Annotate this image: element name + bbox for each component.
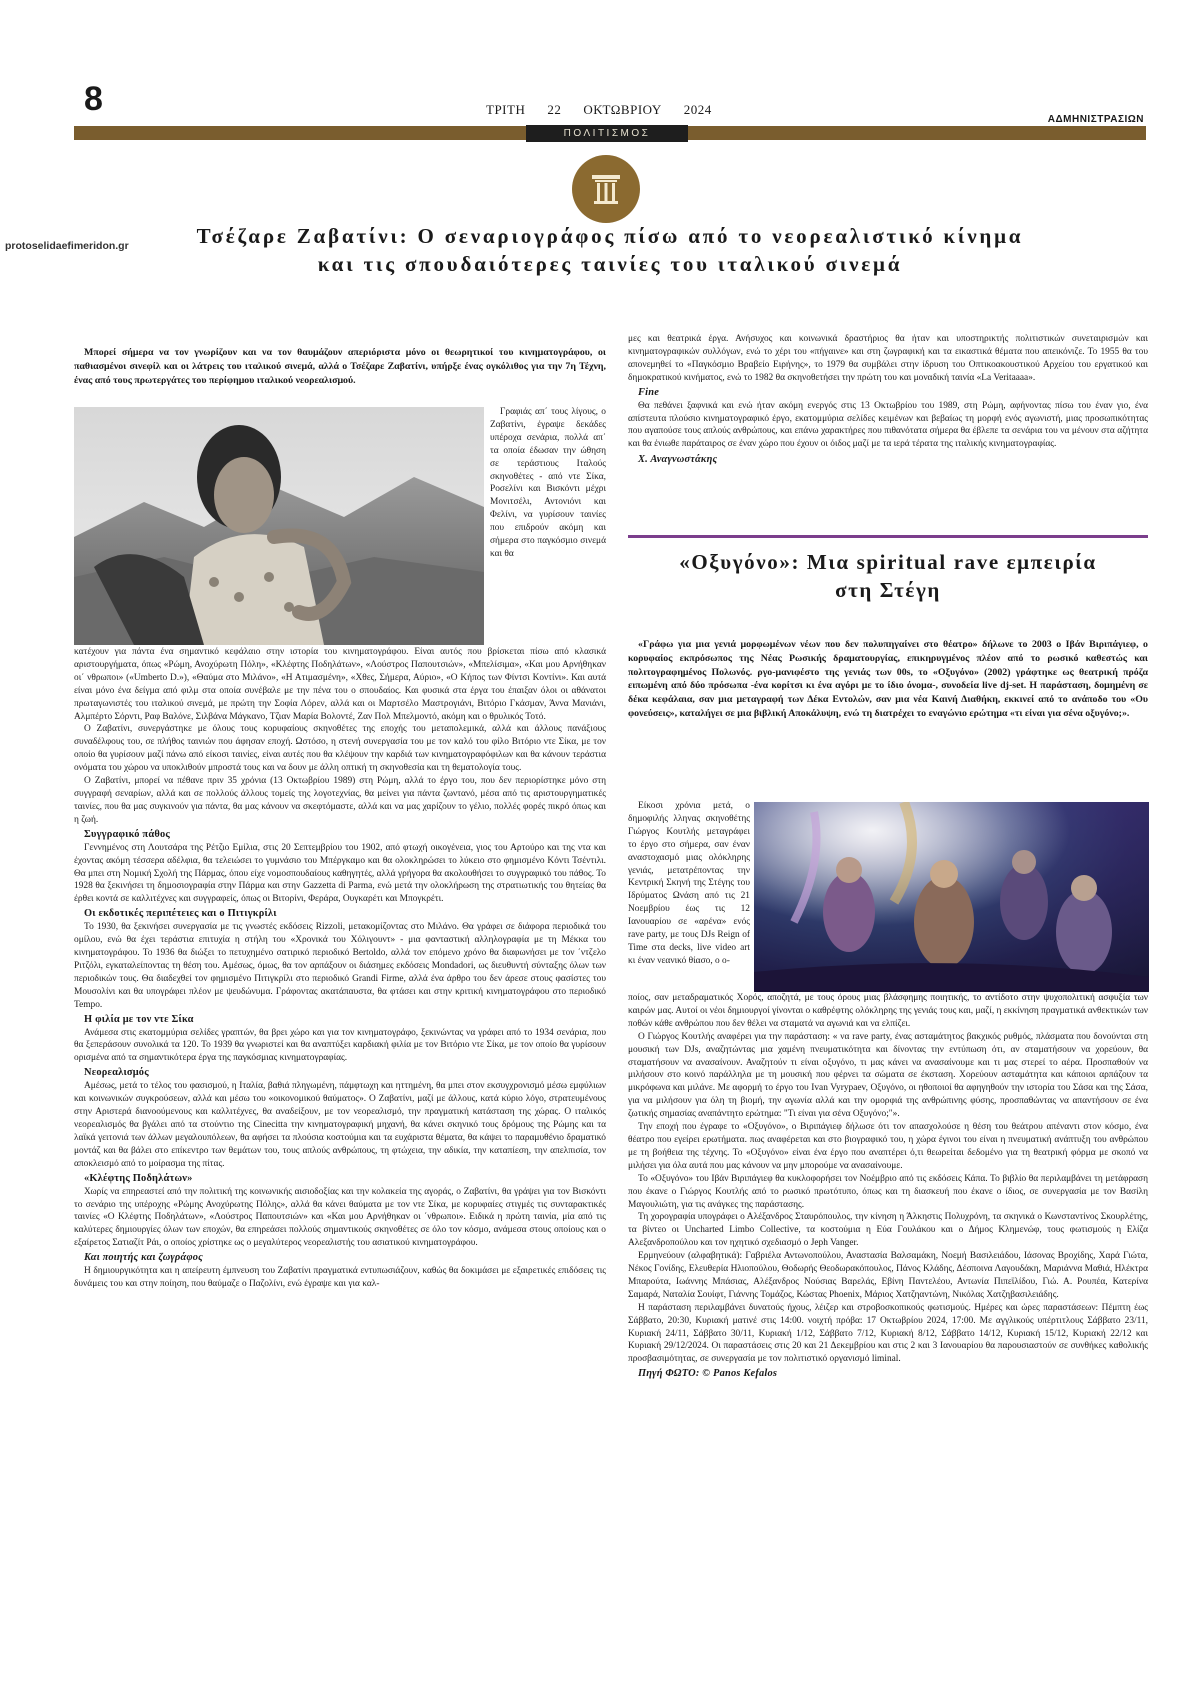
source-watermark: protoselidaefimeridon.gr	[5, 240, 129, 252]
article-2-body-beside-photo: Είκοσι χρόνια μετά, ο δημοφιλής λληνας σκηνοθέτης Γιώργος Κουτλής μεταγράφει το έργο στο σήμερα, σαν έναν αναστοχασμό μιας ολόκληρης γενιάς, μετατρέποντας την Κεντρική Σκηνή της Στέγης του Ιδρύματος Ωνάση από τις 21 Νοεμβρίου έως τις 12 Ιανουαρίου σε «αρένα» ενός rave party, με τους DJs Reign of Time στα decks, live video art κι έναν νεανικό θίασο, ο ο-	[628, 801, 750, 966]
subheading: Η φιλία με τον ντε Σίκα	[84, 1013, 194, 1025]
article-photo-2	[754, 802, 1149, 992]
subheading: «Κλέφτης Ποδηλάτων»	[84, 1172, 193, 1184]
article-photo	[74, 407, 484, 645]
issue-month: ΟΚΤΩΒΡΙΟΥ	[583, 102, 662, 117]
article-body: κατέχουν για πάντα ένα σημαντικό κεφάλαιο στην ιστορία του κινηματογράφου. Είναι αυτός που βρίσκεται πίσω από κλασικά αριστουργήματα, όπως «Ρώμη, Ανοχύρωτη Πόλη», «Κλέφτης Ποδηλάτων», «Λούστρος Παπουτσιών», «Μπελίσιμα», «Και μου Αρνήθηκαν οι΄ νθρωποι» («Umberto D.»), «Θαύμα στο Μιλάνο», «Η Ατιμασμένη», «Χθες, Σήμερα, Αύριο», «Ο Κήπος των Φίντσι Κοντίνι». Και αυτά είναι μόνο ένα δείγμα από φιλμ στα οποία συνέβαλε με την πένα του ο σπουδαίος. Και φυσικά στα έργα του έπαιξαν όλοι οι αθάνατοι πρωταγωνιστές του ιταλικού σινεμά, με πρώτη την Σοφία Λόρεν, αλλά και οι Μαρτσέλο Μαστρογιάνι, Βιτόριο Γκάσμαν, Άννα Μανιάνι, Αλμπέρτο Σόρντι, Ραφ Βαλόνε, Σιλβάνα Μάγκανο, Τζιαν Μαρία Βολοντέ, Ζαν Πολ Μπελμοντό, ακόμη και ο θρυλικός Τοτό. Ο Ζαβατίνι, συνεργάστηκε με όλους τους κορυφαίους σκηνοθέτες της εποχής του μεταπολεμικά, αλλά και άλλους πανάξιους συναδέλφους του, σε πλήθος ταινιών που άφησαν εποχή. Ωστόσο, η στενή συνεργασία του με τον καλό του φίλο Βιτόριο ντε Σίκα, με τον οποίο θα γυρίσουν μαζί πάνω από είκοσι ταινίες, είναι αυτές που θα κλέψουν την καρδιά των κινηματογραφόφιλων και θα κάνουν τεράστια ονόματα του χώρου να υποκλιθούν μπροστά τους και να δουν με άλλη οπτική τη σκηνοθεσία και τη θεματολογία τους. Ο Ζαβατίνι, μπορεί να πέθανε πριν 35 χρόνια (13 Οκτωβρίου 1989) στη Ρώμη, αλλά το έργο του, που δεν περιορίστηκε μόνο στη συγγραφή σεναρίων, αλλά και σε πολλούς άλλους τομείς της λογοτεχνίας, θα μείνει για πάντα ζωντανό, μέσα από τις αριστουργηματικές ταινίες, που θα μας συγκινούν για πάντα, θα μας κάνουν να σκεφτόμαστε, αλλά και να μας χαρίζουν το γέλιο, πολλές φορές πικρό όπως και η ζωή. Συγγραφικό πάθος Γεννημένος στη Λουτσάρα της Ρέτζιο Εμίλια, στις 20 Σεπτεμβρίου του 1902, από φτωχή οικογένεια, γιος του Αρτούρο και της ντα και έχοντας ακόμη τέσσερα αδέλφια, θα τελειώσει το γυμνάσιο του Μπέργκαμο και θα ολοκληρώσει το λύκειο στο φημισμένο Κόντι Τσέντιλι. Θα μπει στη Νομική Σχολή της Πάρμας, όπου είχε νομοσπουδαίους καθηγητές, αλλά γρήγορα θα ακολουθήσει το συγγραφικό του πάθος. Το 1928 θα ξεκινήσει τη δημοσιογραφία στην Πάρμα και στην Gazzetta di Parma, ενώ μετά την ολοκλήρωση της στρατιωτικής του θητείας θα έρθει κοντά σε καλλιτέχνες και συγγραφείς, όπως οι Βιτορίνι, Φεράρα, Ουγκαρέτι και Μπογκρέτι. Οι εκδοτικές περιπέτειες και ο Πιτιγκρίλι Το 1930, θα ξεκινήσει συνεργασία με τις γνωστές εκδόσεις Rizzoli, μετακομίζοντας στο Μιλάνο. Θα γράφει σε διάφορα περιοδικά του ομίλου, ενώ θα έχει τεράστια επιτυχία η στήλη του «Χρονικά του Χόλιγουντ» - μια φανταστική αλληλογραφία με τη Μέκκα του κινηματογράφου. Το 1936 θα διώξει το πετυχημένο σατιρικό περιοδικό Bertoldo, αλλά τον επόμενο χρόνο θα διαφωνήσει με τον ΄ντζελο Ριτζόλι, εγκαταλείποντας τη θέση του. Αμέσως, όμως, θα τον αρπάξουν οι διάσημες εκδόσεις Mondadori, ως διευθυντή σύνταξης όλων των περιοδικών τους. Θα διαδεχθεί τον φημισμένο Πιτιγκρίλι στο περιοδικό Grandi Firme, αλλά ένα άρθρο του δεν άρεσε στους φασίστες του Μουσολίνι και θα υπογράφει πλέον με ψευδώνυμα. Γράφοντας ακατάπαυστα, θα φτάσει και στην κριτική κινηματογράφου στο περιοδικό Tempo. Η φιλία με τον ντε Σίκα Ανάμεσα στις εκατομμύρια σελίδες γραπτών, θα βρει χώρο και για τον κινηματογράφο, ξεκινώντας να γράφει από το 1934 σενάρια, που θα ξεπεράσουν συνολικά τα 120. Το 1939 θα γνωριστεί και θα αναπτύξει καρδιακή φιλία με τον Βιτόριο ντε Σίκα, με τον οποίο θα γυρίσουν ορισμένα από τα σημαντικότερα έργα της παγκόσμιας κινηματογραφίας. Νεορεαλισμός Αμέσως, μετά το τέλος του φασισμού, η Ιταλία, βαθιά πληγωμένη, πάμφτωχη και ηττημένη, θα μπει στον εκσυγχρονισμό μέσω εμφύλιων και κοινωνικών συγκρούσεων, αλλά και μέσω του «οικονομικού θαύματος». Ο Ζαβατίνι, μαζί με άλλους, κατά κύριο λόγο, στρατευμένους στην Αριστερά διανοούμενους και καλλιτέχνες, θα αναδείξουν, με τον νεορεαλισμό, την πραγματική κατάσταση της χώρας. Ο ιταλικός νεορεαλισμός θα βγάλει από τα στούντιο της Cinecitta την κινηματογραφική μηχανή, θα κάνει σκηνικό τους δρόμους της Ρώμης και τα λαϊκά γειτονιά των άλλων μεγαλουπόλεων, θα αφήσει τα πλούσια κοστούμια και τα ευχάριστα θέματα, θα κάψει το παραμυθένιο δραματικό μοντάζ και θα βάλει στο επίκεντρο των θεμάτων του, τους απλούς ανθρώπους, τη φτώχεια, την αδικία, την καταπίεση, την απελπισία, τον αποκλεισμό από το μοίρασμα της πίτας. «Κλέφτης Ποδηλάτων» Χωρίς να επηρεαστεί από την πολιτική της κοινωνικής αισιοδοξίας και την κολακεία της αγοράς, ο Ζαβατίνι, θα γράψει για τον Βισκόντι το σενάριο της υπέροχης «Ρώμης Ανοχύρωτης Πόλης», αλλά θα κάνει θαύματα με τον ντε Σίκα, με κορυφαίες στιγμές τις συνταρακτικές ταινίες «Ο Κλέφτης Ποδηλάτων», «Λούστρος Παπουτσιών» και «Και μου Αρνήθηκαν οι ΄νθρωποι». Ειδικά η πρώτη ταινία, μία από τις καλύτερες δημιουργίες όλων των εποχών, θα επηρεάσει πολλούς σημαντικούς σκηνοθέτες σε όλο τον κόσμο, ανάμεσα στους οποίους και ο εξαίρετος Σατιαζίτ Ράι, ο οποίος χρίστηκε ως ο μεγαλύτερος νεορεαλιστής του ασιατικού κινηματογράφου. Και ποιητής και ζωγράφος Η δημιουργικότητα και η απείρευτη έμπνευση του Ζαβατίνι πραγματικά εντυπωσιάζουν, καθώς θα δοκιμάσει με εξαιρετικές επιδόσεις τις δυνάμεις του και στην ποίηση, που θαύμαζε ο Παζολίνι, ενώ έγραψε και για καλ-	[74, 647, 606, 1290]
section-label: ΠΟΛΙΤΙΣΜΟΣ	[526, 125, 688, 142]
paper-name: ΑΔΜΗΝΙΣΤΡΑΣΙΩΝ	[1047, 114, 1144, 125]
subheading: Και ποιητής και ζωγράφος	[84, 1252, 203, 1264]
subheading: Συγγραφικό πάθος	[84, 828, 170, 840]
page-number: 8	[84, 80, 102, 118]
article-2-body: ποίος, σαν μεταδραματικός Χορός, αποζητά, με τους όρους μιας βλάσφημης ποιητικής, το αντίδοτο στην ψυχοπολιτική ασφυξία των καιρών μας. Αυτοί οι νέοι δημιουργοί γίνονται ο καθρέφτης ολόκληρης της γενιάς τους και, μαζί, η εκκίνηση πραγματικά ανθεκτικών των ποθών κάθε ανθρώπου που δεν θέλει να σταματά να αγωνιά και να ελπίζει. Ο Γιώργος Κουτλής αναφέρει για την παράσταση: « να rave party, ένας ασταμάτητος βακχικός ρυθμός, πλάσματα που δονούνται στη μουσική των DJs, αναζητώντας μια χαμένη πνευματικότητα και δίνοντας την εντύπωση ότι, αν σταματήσουν να χορεύουν, θα σταματήσουν να ανασαίνουν. Αναζητούν τι είναι οξυγόνο, τι μας κάνει να ανασαίνουμε και τι μας στερεί το αέρα. Προσπαθούν να μιλήσουν στο κοινό παράλληλα με τη μουσική που φέρνει τα σώματα σε έκσταση. Χορεύουν ασταμάτητα και κάποιοι αρπάζουν τα μικρόφωνα και μιλάνε. Με αφορμή το έργο του Ivan Vyrypaev, Οξυγόνο, οι ηθοποιοί θα αφηγηθούν την ιστορία του Σάσα και της Σάσα, για να μιλήσουν για όλη τη βιομή, την αγωνία αλλά και την ομορφιά της ανθρώπινης φύσης, προσπαθώντας να απαντήσουν σε ένα ζωτικής σημασίας αναπάντητο ερώτημα: "Τι είναι για σένα Οξυγόνο;"». Την εποχή που έγραφε το «Οξυγόνο», ο Βιριπάγιεφ δήλωσε ότι τον απασχολούσε η θέση του θεάτρου απέναντι στον κόσμο, ένα θέατρο που εγείρει ερωτήματα. πως αναφέρεται και στο βιογραφικό του, η χώρα έγινοι του είναι η πνευματική ανάπτυξη του ανθρώπου με τη βοήθεια της τέχνης. Το «Οξυγόνο» είναι ένα έργο που αναπτέρει ό,τι θεωρείται δεδομένο για τη θεατρική φόρμα με σκοπό να μιλήσει για όλα αυτά που μας κάνουν να μην μπορούμε να ανασαίνουμε. Το «Οξυγόνο» του Ιβάν Βιριπάγιεφ θα κυκλοφορήσει τον Νοέμβριο από τις εκδόσεις Κάπα. Το βιβλίο θα περιλαμβάνει τη μετάφραση που έκανε ο Γιώργος Κουτλής από το ρωσικό πρωτότυπο, όπως και τη διασκευή που έκανε ο ίδιος, σε συνεργασία με τον Βασίλη Μαγουλιώτη, για τις ανάγκες της παράστασης. Τη χορογραφία υπογράφει ο Αλέξανδρος Σταυρόπουλος, την κίνηση η Άλκηστις Πολυχρόνη, τα σκηνικά ο Κωνσταντίνος Σκουρλέτης, τα βίντεο οι Uncharted Limbo Collective, τα κοστούμια η Εύα Γουλάκου και ο Δήμος Κλημενώφ, τους φωτισμούς η Ελίζα Αλεξανδροπούλου και τον ηχητικό σχεδιασμό ο Jeph Vanger. Ερμηνεύουν (αλφαβητικά): Γαβριέλα Αντωνοπούλου, Αναστασία Βαλσαμάκη, Νοεμή Βασιλειάδου, Ιάσονας Βροχίδης, Χαρά Γιώτα, Νέκος Γονίδης, Ελευθερία Ηλιοπούλου, Θοδωρής Θεοδωρακόπουλος, Πάνος Κλάδης, Δέσποινα Λαγουδάκη, Μαριάννα Μαθιά, Ηλέκτρα Μπαρούτα, Ιωάννης Μπάσιας, Αλέξανδρος Νούσιας Βαρελάς, Εβίνη Παντελέου, Αντωνία Πιπεϊλίδου, Γιώ. Α. Ρουπέα, Κατερίνα Σαμαρά, Ναταλία Σουίφτ, Γιάννης Τομάζος, Κώστας Phoenix, Μάριος Χατζηαντώνη, Νικόλας Χατζηβασιλειάδης. Η παράσταση περιλαμβάνει δυνατούς ήχους, λέιζερ και στροβοσκοπικούς φωτισμούς. Ημέρες και ώρες παραστάσεων: Πέμπτη έως Σάββατο, 20:30, Κυριακή ματινέ στις 14:00. νοιχτή πρόβα: 17 Οκτωβρίου 2024, 17:00. Με αγγλικούς υπέρτιτλους Σάββατο 23/11, Κυριακή 24/11, Σάββατο 30/11, Κυριακή 1/12, Σάββατο 7/12, Κυριακή 8/12, Σάββατο 14/12, Κυριακή 15/12, Κυριακή 22/12 και Κυριακή 29/12/2024. Οι παραστάσεις στις 20 και 21 Δεκεμβρίου και στις 2 και 3 Ιανουαρίου θα παρουσιαστούν σε συνθήκες καθολικής προσβασιμότητας, σε συνεργασία με τον πολιτιστικό οργανισμό liminal. Πηγή ΦΩΤΟ: © Panos Kefalos	[628, 993, 1148, 1380]
subheading: Νεορεαλισμός	[84, 1067, 149, 1079]
issue-day: ΤΡΙΤΗ	[486, 102, 526, 117]
article-lead: Μπορεί σήμερα να τον γνωρίζουν και να τον θαυμάζουν απεριόριστα μόνο οι θεωρητικοί του κινηματογράφου, οι παθιασμένοι σινεφίλ και οι λάτρεις του ιταλικού σινεμά, αλλά ο Τσέζαρε Ζαβατίνι, υπήρξε ένας ογκόλιθος για την 7η Τέχνη, ένας από τους πρωτεργάτες του περίφημου ιταλικού νεορεαλισμού.	[74, 347, 606, 386]
article-body-beside-photo: Γραφιάς απ΄ τους λίγους, ο Ζαβατίνι, έγραψε δεκάδες υπέροχα σενάρια, πολλά απ΄ τα οποία έδωσαν την ώθηση σε τεράστιους Ιταλούς σκηνοθέτες - από ντε Σίκα, Ροσελίνι και Βισκόντι μέχρι Μονιτσέλι, Αντονιόνι και Φελίνι, να γυρίσουν ταινίες που επιδρούν ακόμη και σήμερα στο παγκόσμιο σινεμά και θα	[490, 407, 606, 559]
byline: Χ. Αναγνωστάκης	[638, 454, 718, 466]
column-icon	[572, 155, 640, 223]
issue-date-number: 22	[547, 102, 562, 117]
subheading: Οι εκδοτικές περιπέτειες και ο Πιτιγκρίλι	[84, 908, 277, 920]
issue-year: 2024	[683, 102, 712, 117]
article-body-continued: μες και θεατρικά έργα. Ανήσυχος και κοινωνικά δραστήριος θα ήταν και υποστηρικτής πολιτιστικών συνεταιρισμών και κινηματογραφικών συλλόγων, ενώ το χέρι του «πήγαινε» και στη ζωγραφική και τα εικαστικά θέματα που απεικόνιζε. Το 1955 θα του απονεμηθεί το «Παγκόσμιο Βραβείο Ειρήνης», το 1979 θα συμβάλει στην ίδρυση του Οπτικοακουστικού Αρχείου του εργατικού και δημοκρατικού κινήματος, ενώ το 1982 θα σκηνοθετήσει την πρώτη του και μοναδική ταινία «La Veritaaaa». Fine Θα πεθάνει ξαφνικά και ενώ ήταν ακόμη ενεργός στις 13 Οκτωβρίου του 1989, στη Ρώμη, αφήνοντας πίσω του έναν γιο, ένα απίστευτα πλούσιο κινηματογραφικό έργο, εκατομμύρια σελίδες κειμένων και βεβαίως τη μορφή ενός αγωνιστή, μιας προσωπικότητας που αγαπούσε τους απλούς ανθρώπους, και επάνω χαρακτήρες που πιθανότατα σήμερα θα έβλεπε τα σενάρια του να μένουν στα αζήτητα και θα ένιωθε παράταιρος σε έναν χώρο που έχουν οι όιδος μαζί με τα ιερά τέρατα της ιταλικής κινηματογραφίας. Χ. Αναγνωστάκης	[628, 334, 1148, 466]
article-title-2: «Οξυγόνο»: Μια spiritual rave εμπειρία στη Στέγη	[679, 550, 1097, 602]
photo-credit: Πηγή ΦΩΤΟ: © Panos Kefalos	[638, 1368, 778, 1380]
article-title: Τσέζαρε Ζαβατίνι: Ο σεναριογράφος πίσω από το νεορεαλιστικό κίνημα και τις σπουδαιότερες ταινίες του ιταλικού σινεμά	[196, 224, 1024, 276]
article-lead-2: «Γράφω για μια γενιά μορφωμένων νέων που δεν πολυπηγαίνει στο θέατρο» δήλωνε το 2003 ο Ιβάν Βιριπάγιεφ, ο κορυφαίος εκπρόσωπος της Νέας Ρωσικής δραματουργίας, επικηρυγμένος πλέον από το ρωσικό καθεστώς και πολιτογραφημένος Πολωνός. ργο-μανιφέστο της γενιάς των 00s, το «Οξυγόνο» (2002) γράφτηκε ως θεατρική πρόζα ειπωμένη από δύο πρόσωπα -ένα κορίτσι κι ένα αγόρι με το ίδιο όνομα-, συνοδεία live dj-set. Η παράσταση, δομημένη σε δέκα κεφάλαια, σαν μια μεταγραφή των Δέκα Εντολών, σαν μια νέα Καινή Διαθήκη, εκκινεί από το ανάποδο του «Ου φονεύσεις», καταλήγει σε μια βιβλική Αποκάλυψη, ενώ τη διατρέχει το εναγώνιο ερώτημα «τι είναι για σένα οξυγόνο;».	[628, 639, 1148, 719]
subheading: Fine	[638, 386, 660, 398]
article-divider	[628, 535, 1148, 538]
issue-date	[486, 102, 712, 118]
